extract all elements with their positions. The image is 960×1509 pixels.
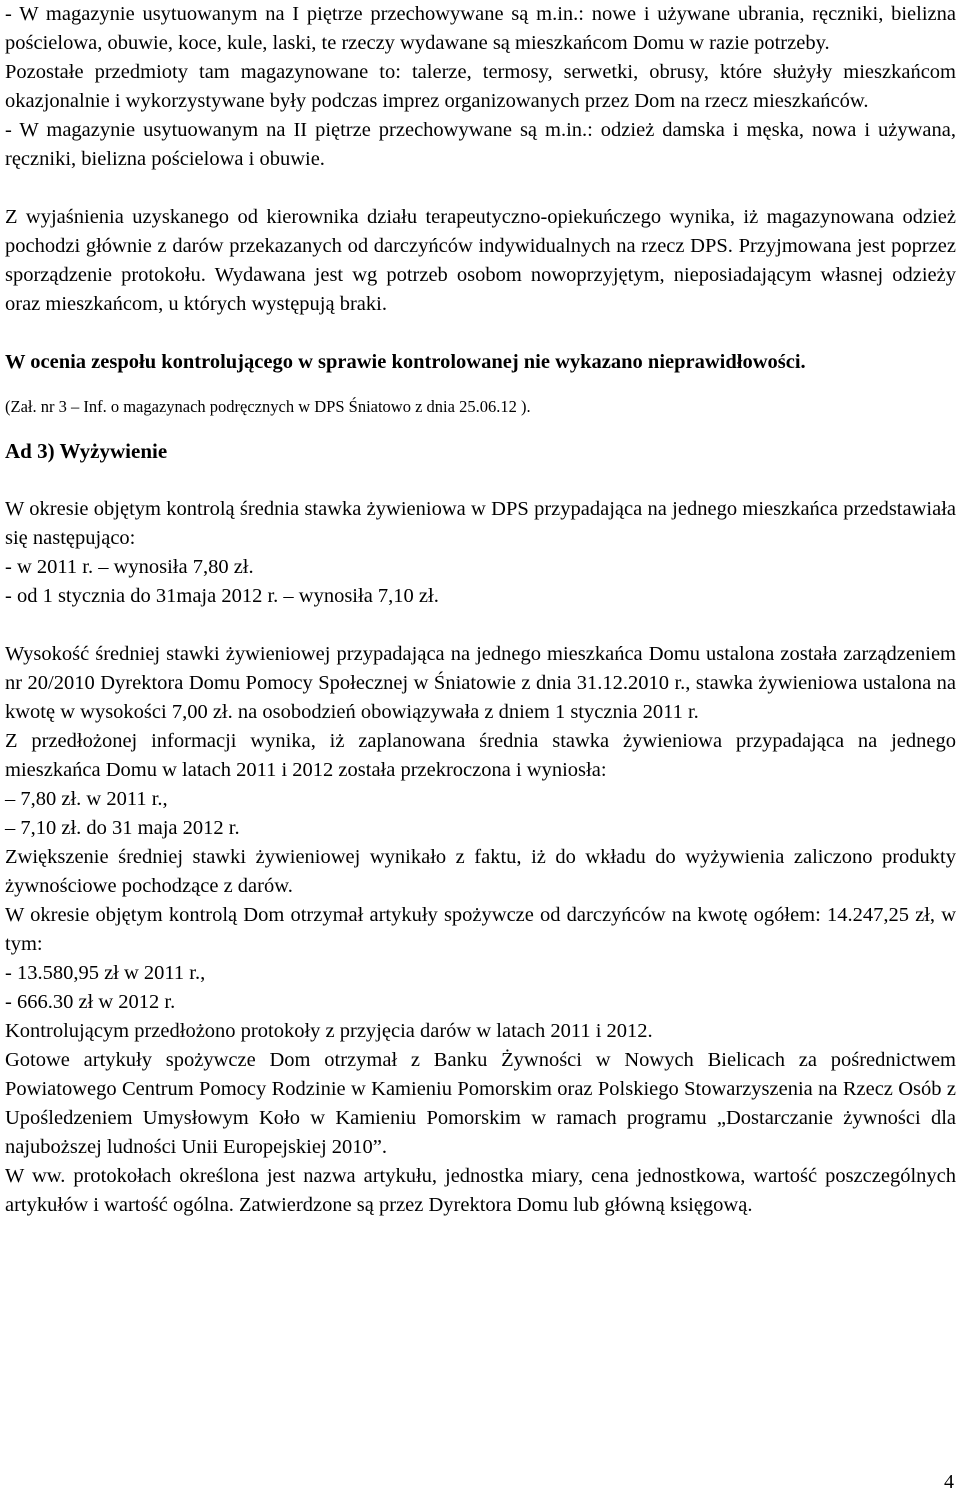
spacer <box>5 174 956 203</box>
donation-item-2012: - 666.30 zł w 2012 r. <box>5 991 176 1013</box>
spacer <box>5 466 956 495</box>
paragraph-storage-floor-1: - W magazynie usytuowanym na I piętrze przechowywane są m.in.: nowe i używane ubrania, ręczniki, bielizna pościelowa, obuwie, koce, kule, laski, te rzeczy wydawane są mieszkańcom Domu w razie potrzeby. <box>5 3 956 54</box>
spacer <box>5 611 956 640</box>
attachment-note: (Zał. nr 3 – Inf. o magazynach podręcznych w DPS Śniatowo z dnia 25.06.12 ). <box>5 397 531 416</box>
spacer <box>5 377 956 395</box>
paragraph-protocol-content: W ww. protokołach określona jest nazwa artykułu, jednostka miary, cena jednostkowa, wartość poszczególnych artykułów i wartość ogólna. Zatwierdzone są przez Dyrektora Domu lub główną księgową. <box>5 1165 956 1216</box>
paragraph-other-items: Pozostałe przedmioty tam magazynowane to: talerze, termosy, serwetki, obrusy, które służyły mieszkańcom okazjonalnie i wykorzystywane były podczas imprez organizowanych przez Dom na rzecz mieszkańców. <box>5 61 956 112</box>
spacer <box>5 419 956 437</box>
paragraph-donations: W okresie objętym kontrolą Dom otrzymał artykuły spożywcze od darczyńców na kwotę ogółem: 14.247,25 zł, w tym: <box>5 904 956 955</box>
rate-item-2011: - w 2011 r. – wynosiła 7,80 zł. <box>5 556 254 578</box>
rate-item-2012: - od 1 stycznia do 31maja 2012 r. – wynosiła 7,10 zł. <box>5 585 439 607</box>
exceeded-item-2012: – 7,10 zł. do 31 maja 2012 r. <box>5 817 240 839</box>
paragraph-protocols: Kontrolującym przedłożono protokoły z przyjęcia darów w latach 2011 i 2012. <box>5 1020 653 1042</box>
document-page <box>5 0 956 1220</box>
paragraph-food-bank: Gotowe artykuły spożywcze Dom otrzymał z Banku Żywności w Nowych Bielicach za pośrednictwem Powiatowego Centrum Pomocy Rodzinie w Kamieniu Pomorskim oraz Polskiego Stowarzyszenia na Rzecz Osób z Upośledzeniem Umysłowym Koło w Kamieniu Pomorskim w ramach programu „Dostarczanie żywności dla najuboższej ludności Unii Europejskiej 2010”. <box>5 1049 956 1158</box>
page-number: 4 <box>944 1471 954 1493</box>
exceeded-item-2011: – 7,80 zł. w 2011 r., <box>5 788 168 810</box>
paragraph-rate-set: Wysokość średniej stawki żywieniowej przypadająca na jednego mieszkańca Domu ustalona została zarządzeniem nr 20/2010 Dyrektora Domu Pomocy Społecznej w Śniatowie z dnia 31.12.2010 r., stawka żywieniowa ustalona na kwotę w wysokości 7,00 zł. na osobodzień obowiązywała z dniem 1 stycznia 2011 r. <box>5 643 956 723</box>
paragraph-rate-intro: W okresie objętym kontrolą średnia stawka żywieniowa w DPS przypadająca na jednego mieszkańca przedstawiała się następująco: <box>5 498 956 549</box>
section-heading-nutrition: Ad 3) Wyżywienie <box>5 439 168 463</box>
paragraph-increase: Zwiększenie średniej stawki żywieniowej wynikało z faktu, iż do wkładu do wyżywienia zaliczono produkty żywnościowe pochodzące z darów. <box>5 846 956 897</box>
spacer <box>5 319 956 348</box>
donation-item-2011: - 13.580,95 zł w 2011 r., <box>5 962 206 984</box>
conclusion-bold: W ocenia zespołu kontrolującego w sprawie kontrolowanej nie wykazano nieprawidłowości. <box>5 351 806 373</box>
paragraph-exceeded: Z przedłożonej informacji wynika, iż zaplanowana średnia stawka żywieniowa przypadająca na jednego mieszkańca Domu w latach 2011 i 2012 została przekroczona i wyniosła: <box>5 730 956 781</box>
paragraph-storage-floor-2: - W magazynie usytuowanym na II piętrze przechowywane są m.in.: odzież damska i męska, nowa i używana, ręczniki, bielizna pościelowa i obuwie. <box>5 119 956 170</box>
paragraph-explanation: Z wyjaśnienia uzyskanego od kierownika działu terapeutyczno-opiekuńczego wynika, iż magazynowana odzież pochodzi głównie z darów przekazanych od darczyńców indywidualnych na rzecz DPS. Przyjmowana jest poprzez sporządzenie protokołu. Wydawana jest wg potrzeb osobom nowoprzyjętym, nieposiadającym własnej odzieży oraz mieszkańcom, u których występują braki. <box>5 206 956 315</box>
